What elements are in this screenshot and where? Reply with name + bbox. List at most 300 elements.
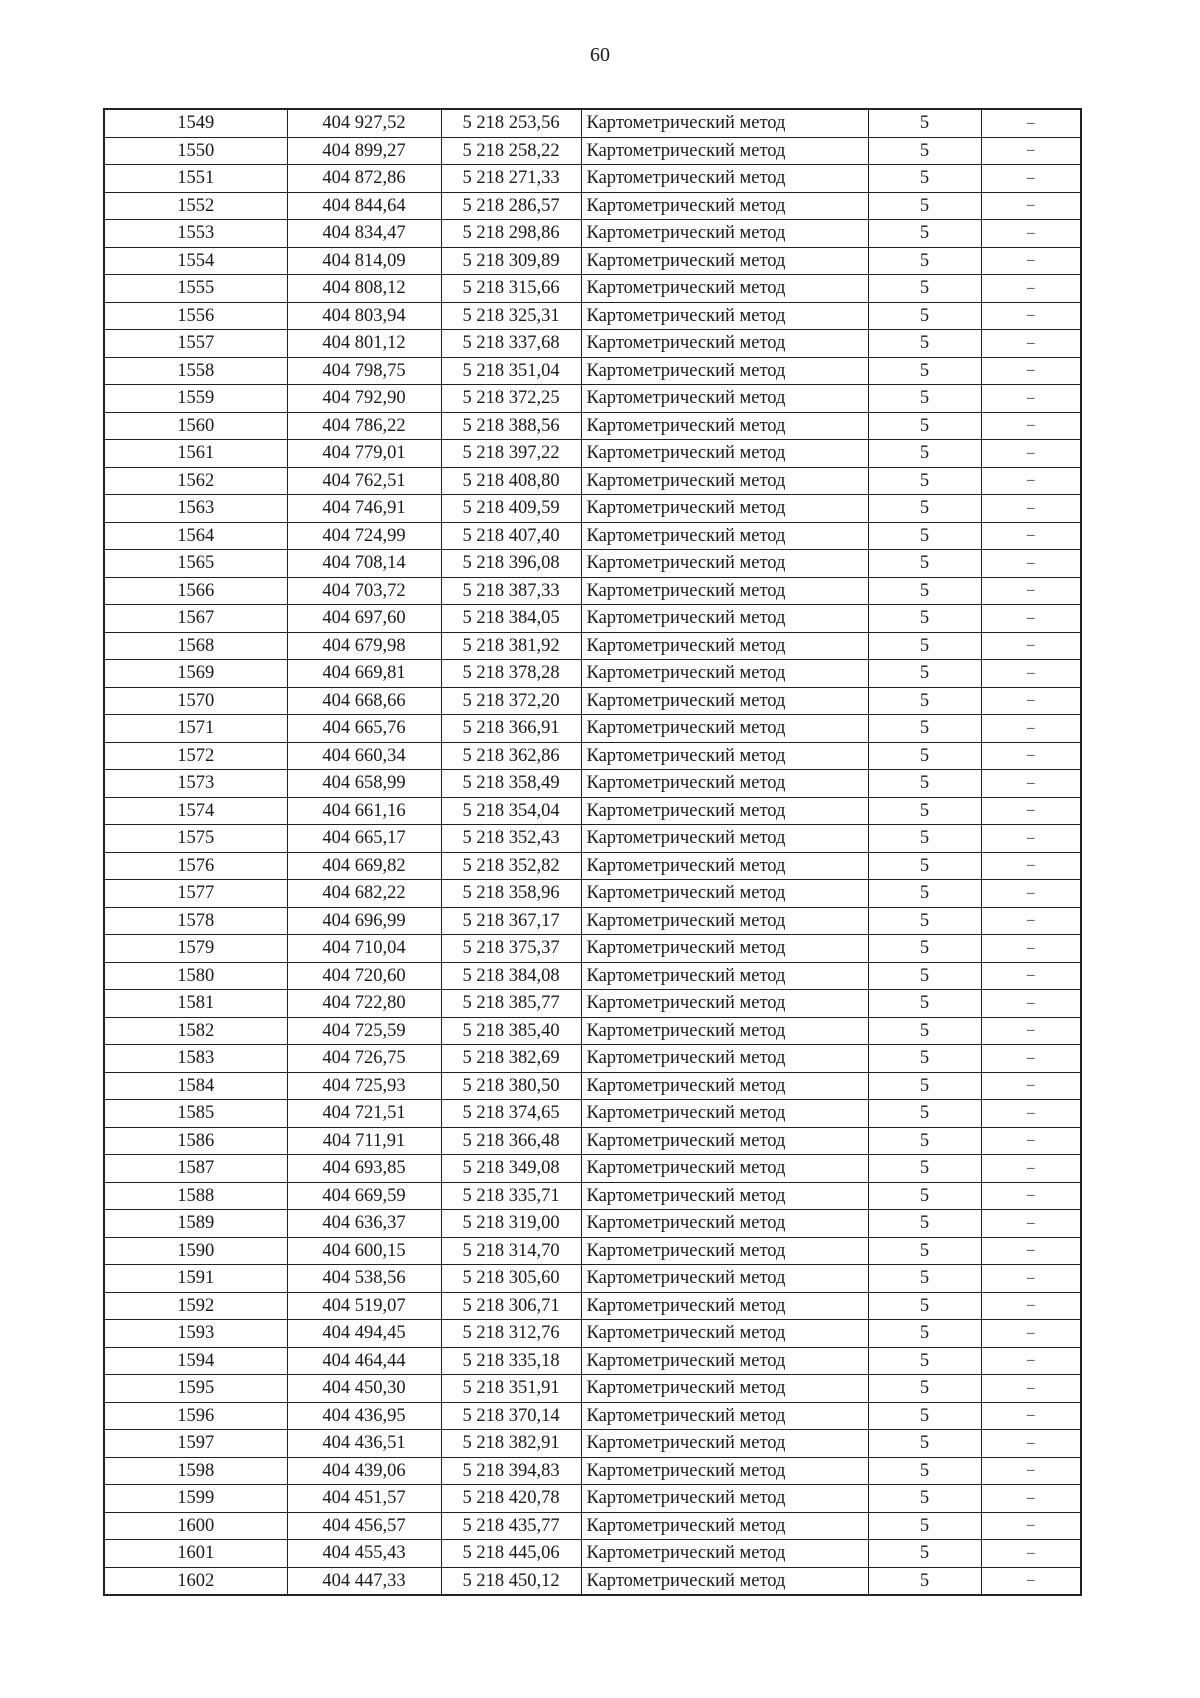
method-cell: Картометрический метод <box>581 247 868 275</box>
description-cell: – <box>981 1072 1081 1100</box>
method-cell: Картометрический метод <box>581 495 868 523</box>
table-row <box>104 1430 1081 1458</box>
table-row <box>104 137 1081 165</box>
point-number-cell: 1561 <box>104 440 287 468</box>
method-cell: Картометрический метод <box>581 1540 868 1568</box>
table-row <box>104 247 1081 275</box>
method-cell: Картометрический метод <box>581 1567 868 1595</box>
point-number-cell: 1587 <box>104 1155 287 1183</box>
x-coordinate-cell: 404 721,51 <box>287 1100 441 1128</box>
accuracy-cell: 5 <box>868 1210 981 1238</box>
x-coordinate-cell: 404 762,51 <box>287 467 441 495</box>
y-coordinate-cell: 5 218 384,08 <box>441 962 581 990</box>
accuracy-cell: 5 <box>868 1155 981 1183</box>
table-row <box>104 1320 1081 1348</box>
y-coordinate-cell: 5 218 306,71 <box>441 1292 581 1320</box>
method-cell: Картометрический метод <box>581 1347 868 1375</box>
y-coordinate-cell: 5 218 352,82 <box>441 852 581 880</box>
x-coordinate-cell: 404 726,75 <box>287 1045 441 1073</box>
table-row <box>104 1375 1081 1403</box>
x-coordinate-cell: 404 720,60 <box>287 962 441 990</box>
y-coordinate-cell: 5 218 367,17 <box>441 907 581 935</box>
table-row <box>104 1072 1081 1100</box>
point-number-cell: 1559 <box>104 385 287 413</box>
point-number-cell: 1574 <box>104 797 287 825</box>
method-cell: Картометрический метод <box>581 550 868 578</box>
point-number-cell: 1568 <box>104 632 287 660</box>
y-coordinate-cell: 5 218 445,06 <box>441 1540 581 1568</box>
accuracy-cell: 5 <box>868 1347 981 1375</box>
point-number-cell: 1593 <box>104 1320 287 1348</box>
y-coordinate-cell: 5 218 396,08 <box>441 550 581 578</box>
y-coordinate-cell: 5 218 337,68 <box>441 330 581 358</box>
x-coordinate-cell: 404 801,12 <box>287 330 441 358</box>
accuracy-cell: 5 <box>868 1457 981 1485</box>
point-number-cell: 1578 <box>104 907 287 935</box>
description-cell: – <box>981 1485 1081 1513</box>
table-row <box>104 1402 1081 1430</box>
method-cell: Картометрический метод <box>581 1292 868 1320</box>
y-coordinate-cell: 5 218 253,56 <box>441 109 581 137</box>
method-cell: Картометрический метод <box>581 192 868 220</box>
description-cell: – <box>981 1017 1081 1045</box>
description-cell: – <box>981 247 1081 275</box>
table-row <box>104 1265 1081 1293</box>
y-coordinate-cell: 5 218 305,60 <box>441 1265 581 1293</box>
description-cell: – <box>981 797 1081 825</box>
accuracy-cell: 5 <box>868 990 981 1018</box>
accuracy-cell: 5 <box>868 1265 981 1293</box>
method-cell: Картометрический метод <box>581 990 868 1018</box>
x-coordinate-cell: 404 792,90 <box>287 385 441 413</box>
description-cell: – <box>981 770 1081 798</box>
accuracy-cell: 5 <box>868 770 981 798</box>
point-number-cell: 1591 <box>104 1265 287 1293</box>
accuracy-cell: 5 <box>868 1100 981 1128</box>
x-coordinate-cell: 404 658,99 <box>287 770 441 798</box>
y-coordinate-cell: 5 218 349,08 <box>441 1155 581 1183</box>
x-coordinate-cell: 404 724,99 <box>287 522 441 550</box>
description-cell: – <box>981 1457 1081 1485</box>
method-cell: Картометрический метод <box>581 577 868 605</box>
method-cell: Картометрический метод <box>581 1375 868 1403</box>
description-cell: – <box>981 687 1081 715</box>
point-number-cell: 1549 <box>104 109 287 137</box>
description-cell: – <box>981 440 1081 468</box>
point-number-cell: 1565 <box>104 550 287 578</box>
accuracy-cell: 5 <box>868 1430 981 1458</box>
accuracy-cell: 5 <box>868 577 981 605</box>
method-cell: Картометрический метод <box>581 1210 868 1238</box>
table-row <box>104 440 1081 468</box>
y-coordinate-cell: 5 218 408,80 <box>441 467 581 495</box>
y-coordinate-cell: 5 218 388,56 <box>441 412 581 440</box>
y-coordinate-cell: 5 218 315,66 <box>441 275 581 303</box>
method-cell: Картометрический метод <box>581 852 868 880</box>
y-coordinate-cell: 5 218 258,22 <box>441 137 581 165</box>
x-coordinate-cell: 404 844,64 <box>287 192 441 220</box>
coordinates-table <box>103 108 1082 1596</box>
point-number-cell: 1569 <box>104 660 287 688</box>
description-cell: – <box>981 302 1081 330</box>
method-cell: Картометрический метод <box>581 715 868 743</box>
x-coordinate-cell: 404 814,09 <box>287 247 441 275</box>
accuracy-cell: 5 <box>868 1567 981 1595</box>
accuracy-cell: 5 <box>868 137 981 165</box>
accuracy-cell: 5 <box>868 1485 981 1513</box>
accuracy-cell: 5 <box>868 192 981 220</box>
x-coordinate-cell: 404 665,76 <box>287 715 441 743</box>
x-coordinate-cell: 404 464,44 <box>287 1347 441 1375</box>
y-coordinate-cell: 5 218 378,28 <box>441 660 581 688</box>
table-row <box>104 192 1081 220</box>
x-coordinate-cell: 404 669,59 <box>287 1182 441 1210</box>
y-coordinate-cell: 5 218 366,48 <box>441 1127 581 1155</box>
point-number-cell: 1550 <box>104 137 287 165</box>
x-coordinate-cell: 404 451,57 <box>287 1485 441 1513</box>
x-coordinate-cell: 404 538,56 <box>287 1265 441 1293</box>
description-cell: – <box>981 1045 1081 1073</box>
table-row <box>104 1567 1081 1595</box>
table-row <box>104 797 1081 825</box>
accuracy-cell: 5 <box>868 1182 981 1210</box>
y-coordinate-cell: 5 218 394,83 <box>441 1457 581 1485</box>
y-coordinate-cell: 5 218 385,40 <box>441 1017 581 1045</box>
accuracy-cell: 5 <box>868 825 981 853</box>
method-cell: Картометрический метод <box>581 880 868 908</box>
description-cell: – <box>981 1402 1081 1430</box>
x-coordinate-cell: 404 456,57 <box>287 1512 441 1540</box>
y-coordinate-cell: 5 218 298,86 <box>441 220 581 248</box>
x-coordinate-cell: 404 779,01 <box>287 440 441 468</box>
point-number-cell: 1557 <box>104 330 287 358</box>
method-cell: Картометрический метод <box>581 137 868 165</box>
x-coordinate-cell: 404 746,91 <box>287 495 441 523</box>
method-cell: Картометрический метод <box>581 1072 868 1100</box>
y-coordinate-cell: 5 218 325,31 <box>441 302 581 330</box>
description-cell: – <box>981 495 1081 523</box>
point-number-cell: 1600 <box>104 1512 287 1540</box>
description-cell: – <box>981 522 1081 550</box>
x-coordinate-cell: 404 669,82 <box>287 852 441 880</box>
description-cell: – <box>981 1237 1081 1265</box>
table-row <box>104 907 1081 935</box>
x-coordinate-cell: 404 636,37 <box>287 1210 441 1238</box>
description-cell: – <box>981 467 1081 495</box>
description-cell: – <box>981 880 1081 908</box>
x-coordinate-cell: 404 436,51 <box>287 1430 441 1458</box>
y-coordinate-cell: 5 218 435,77 <box>441 1512 581 1540</box>
y-coordinate-cell: 5 218 397,22 <box>441 440 581 468</box>
accuracy-cell: 5 <box>868 302 981 330</box>
x-coordinate-cell: 404 697,60 <box>287 605 441 633</box>
y-coordinate-cell: 5 218 387,33 <box>441 577 581 605</box>
point-number-cell: 1590 <box>104 1237 287 1265</box>
method-cell: Картометрический метод <box>581 962 868 990</box>
accuracy-cell: 5 <box>868 440 981 468</box>
accuracy-cell: 5 <box>868 852 981 880</box>
accuracy-cell: 5 <box>868 797 981 825</box>
x-coordinate-cell: 404 786,22 <box>287 412 441 440</box>
accuracy-cell: 5 <box>868 1512 981 1540</box>
x-coordinate-cell: 404 696,99 <box>287 907 441 935</box>
y-coordinate-cell: 5 218 354,04 <box>441 797 581 825</box>
x-coordinate-cell: 404 834,47 <box>287 220 441 248</box>
point-number-cell: 1572 <box>104 742 287 770</box>
y-coordinate-cell: 5 218 286,57 <box>441 192 581 220</box>
x-coordinate-cell: 404 661,16 <box>287 797 441 825</box>
y-coordinate-cell: 5 218 335,71 <box>441 1182 581 1210</box>
x-coordinate-cell: 404 669,81 <box>287 660 441 688</box>
point-number-cell: 1576 <box>104 852 287 880</box>
description-cell: – <box>981 385 1081 413</box>
x-coordinate-cell: 404 450,30 <box>287 1375 441 1403</box>
method-cell: Картометрический метод <box>581 1485 868 1513</box>
y-coordinate-cell: 5 218 351,04 <box>441 357 581 385</box>
point-number-cell: 1553 <box>104 220 287 248</box>
description-cell: – <box>981 1100 1081 1128</box>
table-row <box>104 1292 1081 1320</box>
x-coordinate-cell: 404 708,14 <box>287 550 441 578</box>
accuracy-cell: 5 <box>868 907 981 935</box>
y-coordinate-cell: 5 218 384,05 <box>441 605 581 633</box>
x-coordinate-cell: 404 439,06 <box>287 1457 441 1485</box>
method-cell: Картометрический метод <box>581 1320 868 1348</box>
y-coordinate-cell: 5 218 375,37 <box>441 935 581 963</box>
method-cell: Картометрический метод <box>581 467 868 495</box>
description-cell: – <box>981 605 1081 633</box>
table-row <box>104 742 1081 770</box>
x-coordinate-cell: 404 455,43 <box>287 1540 441 1568</box>
point-number-cell: 1563 <box>104 495 287 523</box>
y-coordinate-cell: 5 218 366,91 <box>441 715 581 743</box>
y-coordinate-cell: 5 218 312,76 <box>441 1320 581 1348</box>
description-cell: – <box>981 1127 1081 1155</box>
method-cell: Картометрический метод <box>581 660 868 688</box>
point-number-cell: 1579 <box>104 935 287 963</box>
table-row <box>104 330 1081 358</box>
accuracy-cell: 5 <box>868 1237 981 1265</box>
x-coordinate-cell: 404 710,04 <box>287 935 441 963</box>
table-row <box>104 1155 1081 1183</box>
method-cell: Картометрический метод <box>581 632 868 660</box>
description-cell: – <box>981 109 1081 137</box>
point-number-cell: 1588 <box>104 1182 287 1210</box>
point-number-cell: 1601 <box>104 1540 287 1568</box>
point-number-cell: 1570 <box>104 687 287 715</box>
x-coordinate-cell: 404 725,93 <box>287 1072 441 1100</box>
method-cell: Картометрический метод <box>581 1237 868 1265</box>
point-number-cell: 1598 <box>104 1457 287 1485</box>
method-cell: Картометрический метод <box>581 1265 868 1293</box>
point-number-cell: 1571 <box>104 715 287 743</box>
accuracy-cell: 5 <box>868 1375 981 1403</box>
y-coordinate-cell: 5 218 374,65 <box>441 1100 581 1128</box>
accuracy-cell: 5 <box>868 1127 981 1155</box>
method-cell: Картометрический метод <box>581 165 868 193</box>
table-row <box>104 1045 1081 1073</box>
x-coordinate-cell: 404 519,07 <box>287 1292 441 1320</box>
y-coordinate-cell: 5 218 271,33 <box>441 165 581 193</box>
description-cell: – <box>981 825 1081 853</box>
method-cell: Картометрический метод <box>581 330 868 358</box>
table-row <box>104 880 1081 908</box>
table-row <box>104 1485 1081 1513</box>
point-number-cell: 1589 <box>104 1210 287 1238</box>
x-coordinate-cell: 404 808,12 <box>287 275 441 303</box>
table-row <box>104 825 1081 853</box>
table-row <box>104 1017 1081 1045</box>
accuracy-cell: 5 <box>868 687 981 715</box>
point-number-cell: 1599 <box>104 1485 287 1513</box>
x-coordinate-cell: 404 927,52 <box>287 109 441 137</box>
y-coordinate-cell: 5 218 420,78 <box>441 1485 581 1513</box>
accuracy-cell: 5 <box>868 495 981 523</box>
point-number-cell: 1594 <box>104 1347 287 1375</box>
accuracy-cell: 5 <box>868 1292 981 1320</box>
table-row <box>104 1210 1081 1238</box>
accuracy-cell: 5 <box>868 1540 981 1568</box>
y-coordinate-cell: 5 218 380,50 <box>441 1072 581 1100</box>
table-row <box>104 1127 1081 1155</box>
accuracy-cell: 5 <box>868 330 981 358</box>
accuracy-cell: 5 <box>868 385 981 413</box>
point-number-cell: 1586 <box>104 1127 287 1155</box>
y-coordinate-cell: 5 218 314,70 <box>441 1237 581 1265</box>
y-coordinate-cell: 5 218 358,49 <box>441 770 581 798</box>
y-coordinate-cell: 5 218 450,12 <box>441 1567 581 1595</box>
accuracy-cell: 5 <box>868 715 981 743</box>
description-cell: – <box>981 275 1081 303</box>
description-cell: – <box>981 1265 1081 1293</box>
description-cell: – <box>981 1320 1081 1348</box>
table-row <box>104 1540 1081 1568</box>
x-coordinate-cell: 404 668,66 <box>287 687 441 715</box>
table-row <box>104 577 1081 605</box>
description-cell: – <box>981 962 1081 990</box>
description-cell: – <box>981 192 1081 220</box>
accuracy-cell: 5 <box>868 742 981 770</box>
method-cell: Картометрический метод <box>581 1127 868 1155</box>
table-row <box>104 302 1081 330</box>
x-coordinate-cell: 404 798,75 <box>287 357 441 385</box>
y-coordinate-cell: 5 218 358,96 <box>441 880 581 908</box>
table-row <box>104 770 1081 798</box>
table-row <box>104 550 1081 578</box>
method-cell: Картометрический метод <box>581 825 868 853</box>
method-cell: Картометрический метод <box>581 797 868 825</box>
table-row <box>104 1237 1081 1265</box>
method-cell: Картометрический метод <box>581 687 868 715</box>
point-number-cell: 1566 <box>104 577 287 605</box>
description-cell: – <box>981 852 1081 880</box>
y-coordinate-cell: 5 218 335,18 <box>441 1347 581 1375</box>
x-coordinate-cell: 404 600,15 <box>287 1237 441 1265</box>
x-coordinate-cell: 404 665,17 <box>287 825 441 853</box>
method-cell: Картометрический метод <box>581 1100 868 1128</box>
accuracy-cell: 5 <box>868 550 981 578</box>
description-cell: – <box>981 1567 1081 1595</box>
point-number-cell: 1585 <box>104 1100 287 1128</box>
table-row <box>104 495 1081 523</box>
point-number-cell: 1581 <box>104 990 287 1018</box>
point-number-cell: 1577 <box>104 880 287 908</box>
accuracy-cell: 5 <box>868 247 981 275</box>
x-coordinate-cell: 404 722,80 <box>287 990 441 1018</box>
description-cell: – <box>981 990 1081 1018</box>
x-coordinate-cell: 404 872,86 <box>287 165 441 193</box>
description-cell: – <box>981 1292 1081 1320</box>
point-number-cell: 1597 <box>104 1430 287 1458</box>
accuracy-cell: 5 <box>868 605 981 633</box>
description-cell: – <box>981 1430 1081 1458</box>
table-row <box>104 660 1081 688</box>
y-coordinate-cell: 5 218 382,69 <box>441 1045 581 1073</box>
accuracy-cell: 5 <box>868 522 981 550</box>
description-cell: – <box>981 330 1081 358</box>
method-cell: Картометрический метод <box>581 1182 868 1210</box>
y-coordinate-cell: 5 218 362,86 <box>441 742 581 770</box>
accuracy-cell: 5 <box>868 1072 981 1100</box>
description-cell: – <box>981 220 1081 248</box>
y-coordinate-cell: 5 218 409,59 <box>441 495 581 523</box>
accuracy-cell: 5 <box>868 880 981 908</box>
description-cell: – <box>981 137 1081 165</box>
method-cell: Картометрический метод <box>581 1430 868 1458</box>
description-cell: – <box>981 1512 1081 1540</box>
x-coordinate-cell: 404 436,95 <box>287 1402 441 1430</box>
y-coordinate-cell: 5 218 309,89 <box>441 247 581 275</box>
y-coordinate-cell: 5 218 352,43 <box>441 825 581 853</box>
description-cell: – <box>981 935 1081 963</box>
y-coordinate-cell: 5 218 370,14 <box>441 1402 581 1430</box>
y-coordinate-cell: 5 218 372,20 <box>441 687 581 715</box>
y-coordinate-cell: 5 218 319,00 <box>441 1210 581 1238</box>
table-row <box>104 687 1081 715</box>
description-cell: – <box>981 715 1081 743</box>
x-coordinate-cell: 404 803,94 <box>287 302 441 330</box>
method-cell: Картометрический метод <box>581 357 868 385</box>
x-coordinate-cell: 404 703,72 <box>287 577 441 605</box>
accuracy-cell: 5 <box>868 1320 981 1348</box>
point-number-cell: 1596 <box>104 1402 287 1430</box>
method-cell: Картометрический метод <box>581 1045 868 1073</box>
point-number-cell: 1562 <box>104 467 287 495</box>
x-coordinate-cell: 404 682,22 <box>287 880 441 908</box>
description-cell: – <box>981 357 1081 385</box>
description-cell: – <box>981 1182 1081 1210</box>
point-number-cell: 1584 <box>104 1072 287 1100</box>
table-row <box>104 1100 1081 1128</box>
accuracy-cell: 5 <box>868 962 981 990</box>
method-cell: Картометрический метод <box>581 742 868 770</box>
accuracy-cell: 5 <box>868 1017 981 1045</box>
description-cell: – <box>981 632 1081 660</box>
table-row <box>104 990 1081 1018</box>
description-cell: – <box>981 1540 1081 1568</box>
description-cell: – <box>981 412 1081 440</box>
method-cell: Картометрический метод <box>581 302 868 330</box>
description-cell: – <box>981 1375 1081 1403</box>
accuracy-cell: 5 <box>868 467 981 495</box>
description-cell: – <box>981 577 1081 605</box>
y-coordinate-cell: 5 218 372,25 <box>441 385 581 413</box>
accuracy-cell: 5 <box>868 632 981 660</box>
point-number-cell: 1556 <box>104 302 287 330</box>
accuracy-cell: 5 <box>868 165 981 193</box>
y-coordinate-cell: 5 218 385,77 <box>441 990 581 1018</box>
y-coordinate-cell: 5 218 351,91 <box>441 1375 581 1403</box>
